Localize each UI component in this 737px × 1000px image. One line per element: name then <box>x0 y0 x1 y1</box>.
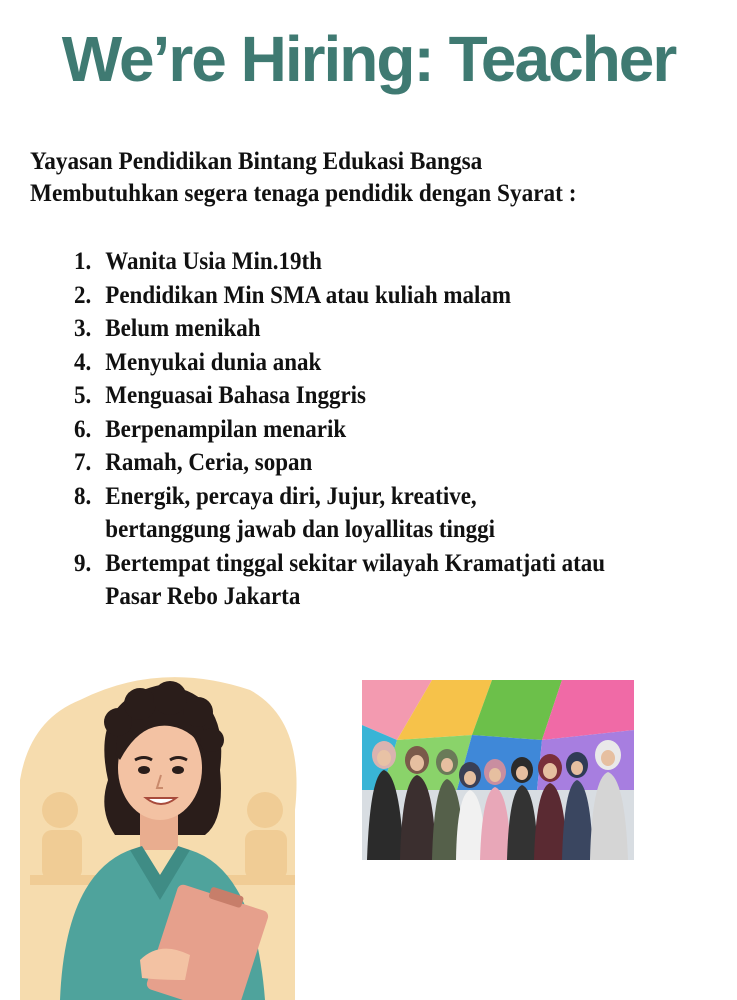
requirement-number: 3. <box>74 315 92 342</box>
requirement-item <box>74 547 700 614</box>
requirement-text: Belum menikah <box>105 315 261 342</box>
requirement-item <box>74 413 700 447</box>
requirement-text-continued: bertanggung jawab dan loyallitas tinggi <box>105 516 496 543</box>
poster-title: We’re Hiring: Teacher <box>61 23 676 95</box>
intro-line-1: Yayasan Pendidikan Bintang Edukasi Bangsa <box>30 148 483 175</box>
requirement-number: 6. <box>74 415 92 443</box>
requirement-text: Menyukai dunia anak <box>105 348 322 376</box>
requirement-text: Menguasai Bahasa Inggris <box>105 382 366 409</box>
requirement-number: 7. <box>74 449 92 476</box>
requirement-item <box>74 379 700 413</box>
requirement-text-continued: Pasar Rebo Jakarta <box>105 583 301 610</box>
requirement-item <box>74 279 700 313</box>
requirement-text: Bertempat tinggal sekitar wilayah Kramatjati atau <box>105 549 606 577</box>
requirement-item <box>74 245 700 279</box>
requirement-text: Berpenampilan menarik <box>105 415 347 443</box>
requirement-number: 5. <box>74 382 92 409</box>
requirement-number: 4. <box>74 348 92 376</box>
requirement-text: Pendidikan Min SMA atau kuliah malam <box>105 281 512 309</box>
requirement-item <box>74 312 700 346</box>
requirement-number: 2. <box>74 281 92 309</box>
teacher-illustration <box>20 660 300 1000</box>
requirement-item <box>74 480 700 547</box>
group-photo-teachers <box>362 680 634 860</box>
requirements-list <box>74 245 700 614</box>
requirement-text: Ramah, Ceria, sopan <box>105 449 313 476</box>
requirement-number: 9. <box>74 549 92 577</box>
requirement-item <box>74 346 700 380</box>
requirement-number: 8. <box>74 482 92 510</box>
requirement-text: Energik, percaya diri, Jujur, kreative, <box>105 482 477 510</box>
requirement-number: 1. <box>74 248 92 275</box>
requirement-item <box>74 446 700 480</box>
requirement-text: Wanita Usia Min.19th <box>105 248 322 275</box>
intro-text <box>30 146 672 210</box>
intro-line-2: Membutuhkan segera tenaga pendidik dengan Syarat : <box>30 180 577 207</box>
